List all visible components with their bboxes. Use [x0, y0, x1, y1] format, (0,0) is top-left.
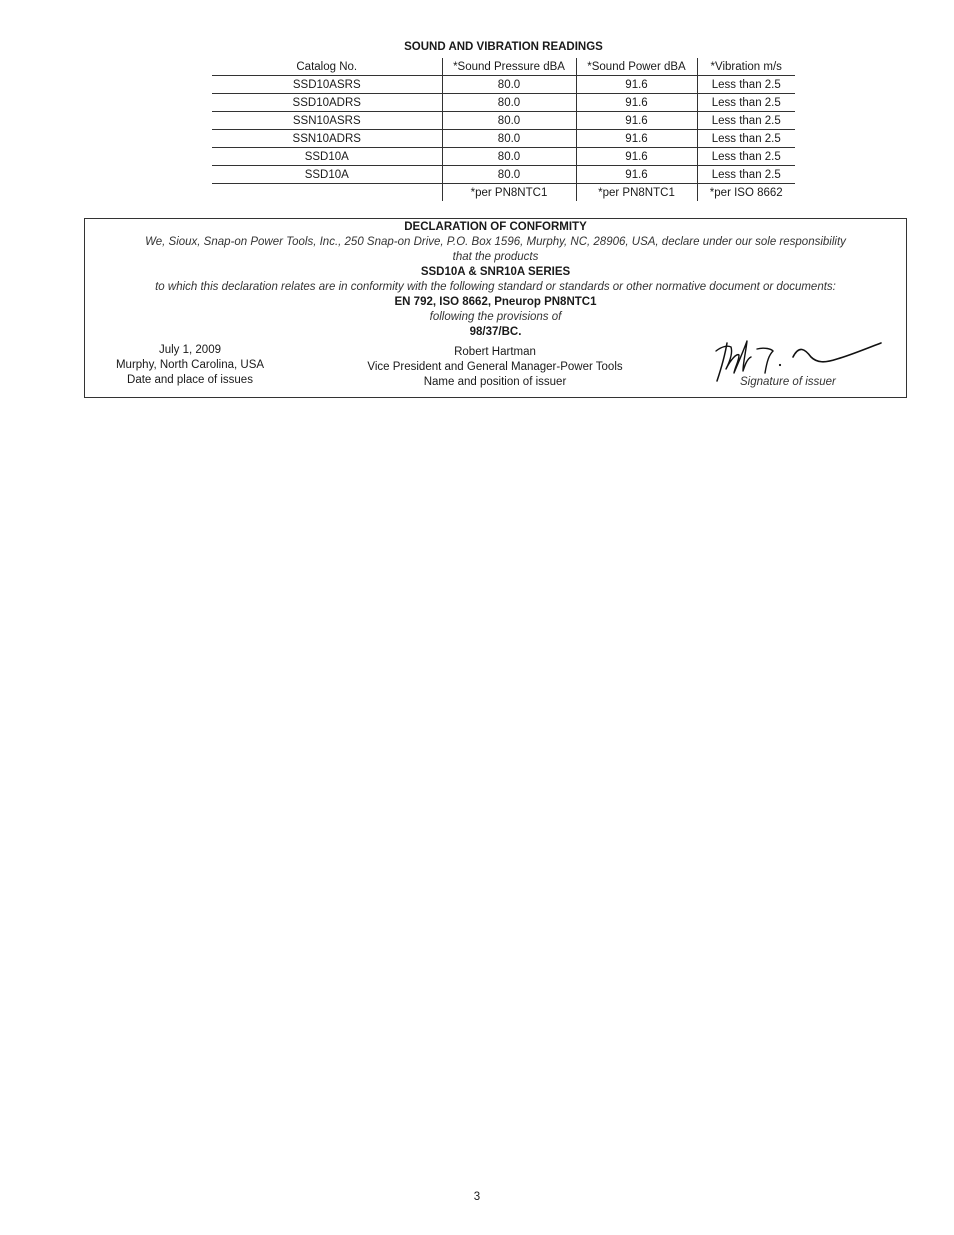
catalog-cell: SSD10ADRS [212, 94, 442, 112]
sound-pressure-cell: 80.0 [442, 112, 576, 130]
table-row [212, 76, 795, 94]
header-sound-pressure: *Sound Pressure dBA [442, 58, 576, 76]
footnote-row [212, 184, 795, 202]
page-number: 3 [473, 1191, 481, 1203]
readings-table [212, 58, 795, 201]
header-catalog-no: Catalog No. [212, 58, 442, 76]
vibration-cell: Less than 2.5 [697, 166, 795, 184]
sound-power-cell: 91.6 [576, 94, 697, 112]
sound-power-cell: 91.6 [576, 112, 697, 130]
catalog-cell: SSD10ASRS [212, 76, 442, 94]
vibration-cell: Less than 2.5 [697, 76, 795, 94]
header-vibration: *Vibration m/s [697, 58, 795, 76]
issue-place: Murphy, North Carolina, USA [115, 359, 265, 371]
readings-title: SOUND AND VIBRATION READINGS [404, 41, 603, 53]
declaration-series: SSD10A & SNR10A SERIES [420, 266, 571, 278]
issuer-position: Vice President and General Manager-Power Tools [367, 361, 623, 373]
issuer-block [335, 345, 655, 390]
signature-label: Signature of issuer [740, 376, 836, 388]
table-row [212, 148, 795, 166]
date-place-block [95, 343, 285, 388]
vibration-cell: Less than 2.5 [697, 148, 795, 166]
declaration-box [84, 218, 907, 398]
vibration-cell: Less than 2.5 [697, 130, 795, 148]
issuer-name: Robert Hartman [454, 346, 536, 358]
footnote-sound-power: *per PN8NTC1 [576, 184, 697, 202]
footnote-sound-pressure: *per PN8NTC1 [442, 184, 576, 202]
footnote-empty-cell [212, 184, 442, 202]
declaration-directive: 98/37/BC. [469, 326, 522, 338]
sound-pressure-cell: 80.0 [442, 76, 576, 94]
header-sound-power: *Sound Power dBA [576, 58, 697, 76]
table-row [212, 166, 795, 184]
table-row [212, 112, 795, 130]
catalog-cell: SSN10ASRS [212, 112, 442, 130]
declaration-products-intro: that the products [452, 251, 539, 263]
vibration-cell: Less than 2.5 [697, 112, 795, 130]
table-row [212, 94, 795, 112]
sound-power-cell: 91.6 [576, 76, 697, 94]
sound-pressure-cell: 80.0 [442, 166, 576, 184]
sound-power-cell: 91.6 [576, 166, 697, 184]
catalog-cell: SSD10A [212, 166, 442, 184]
catalog-cell: SSN10ADRS [212, 130, 442, 148]
catalog-cell: SSD10A [212, 148, 442, 166]
declaration-intro: We, Sioux, Snap-on Power Tools, Inc., 250 Snap-on Drive, P.O. Box 1596, Murphy, NC, 28906, USA, declare under our sole responsibility [145, 236, 846, 248]
table-row [212, 130, 795, 148]
footnote-vibration: *per ISO 8662 [697, 184, 795, 202]
issue-date: July 1, 2009 [158, 344, 221, 356]
sound-power-cell: 91.6 [576, 130, 697, 148]
sound-pressure-cell: 80.0 [442, 148, 576, 166]
sound-power-cell: 91.6 [576, 148, 697, 166]
declaration-standards: EN 792, ISO 8662, Pneurop PN8NTC1 [394, 296, 597, 308]
date-place-label: Date and place of issues [127, 374, 253, 386]
declaration-conformity-text: to which this declaration relates are in conformity with the following standard or standards or other normative document or documents: [155, 281, 836, 293]
declaration-title: DECLARATION OF CONFORMITY [404, 221, 587, 233]
vibration-cell: Less than 2.5 [697, 94, 795, 112]
sound-pressure-cell: 80.0 [442, 94, 576, 112]
issuer-label: Name and position of issuer [423, 376, 567, 388]
sound-pressure-cell: 80.0 [442, 130, 576, 148]
table-header-row [212, 58, 795, 76]
declaration-provisions-intro: following the provisions of [429, 311, 562, 323]
